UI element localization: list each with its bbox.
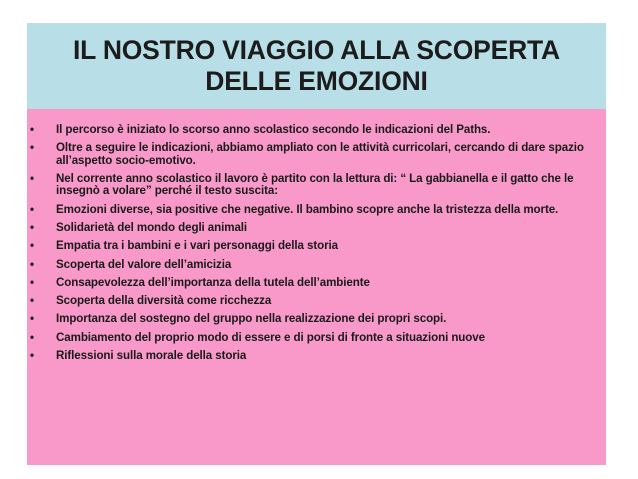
slide-title-line-1: IL NOSTRO VIAGGIO ALLA SCOPERTA [72, 35, 560, 65]
bullet-text: Emozioni diverse, sia positive che negative. Il bambino scopre anche la tristezza della morte. [56, 202, 559, 216]
bullet-text: Nel corrente anno scolastico il lavoro è partito con la lettura di: “ La gabbianella e il gatto che le insegnò a volare” perché il testo suscita: [56, 172, 574, 198]
bullet-text: Oltre a seguire le indicazioni, abbiamo ampliato con le attività curricolari, cercando di dare spazio all’aspetto socio-emotivo. [56, 141, 584, 167]
bullet-item [27, 259, 599, 271]
slide [27, 23, 606, 465]
bullet-item [27, 142, 599, 167]
title-band [27, 23, 606, 109]
bullet-dot-icon: • [30, 202, 34, 216]
bullet-dot-icon: • [30, 349, 34, 363]
bullet-item [27, 277, 599, 289]
bullet-text: Importanza del sostegno del gruppo nella realizzazione dei propri scopi. [56, 312, 447, 326]
bullet-item [27, 332, 599, 344]
bullet-text: Empatia tra i bambini e i vari personaggi della storia [56, 239, 338, 253]
bullet-dot-icon: • [30, 141, 34, 155]
bullet-text: Scoperta della diversità come ricchezza [56, 294, 272, 308]
slide-title-line-2: DELLE EMOZIONI [205, 66, 428, 96]
bullet-dot-icon: • [30, 239, 34, 253]
bullet-list [27, 124, 599, 368]
bullet-dot-icon: • [30, 330, 34, 344]
slide-title [73, 35, 560, 97]
bullet-text: Consapevolezza dell’importanza della tutela dell’ambiente [56, 275, 370, 289]
bullet-item [27, 222, 599, 234]
bullet-text: Il percorso è iniziato lo scorso anno scolastico secondo le indicazioni del Paths. [56, 123, 491, 136]
bullet-dot-icon: • [30, 275, 34, 289]
bullet-item [27, 240, 599, 252]
bullet-dot-icon: • [30, 294, 34, 308]
bullet-dot-icon: • [30, 312, 34, 326]
bullet-dot-icon: • [30, 221, 34, 234]
bullet-item [27, 124, 599, 136]
bullet-text: Solidarietà del mondo degli animali [56, 221, 248, 234]
bullet-text: Riflessioni sulla morale della storia [56, 349, 247, 363]
bullet-dot-icon: • [30, 257, 34, 271]
bullet-item [27, 204, 599, 216]
bullet-dot-icon: • [30, 123, 34, 136]
bullet-item [27, 313, 599, 325]
bullet-item [27, 173, 599, 198]
content-band [27, 109, 606, 465]
bullet-dot-icon: • [30, 172, 34, 185]
bullet-text: Cambiamento del proprio modo di essere e di porsi di fronte a situazioni nuove [56, 330, 485, 344]
bullet-item [27, 295, 599, 307]
bullet-text: Scoperta del valore dell’amicizia [56, 257, 232, 271]
bullet-item [27, 350, 599, 362]
